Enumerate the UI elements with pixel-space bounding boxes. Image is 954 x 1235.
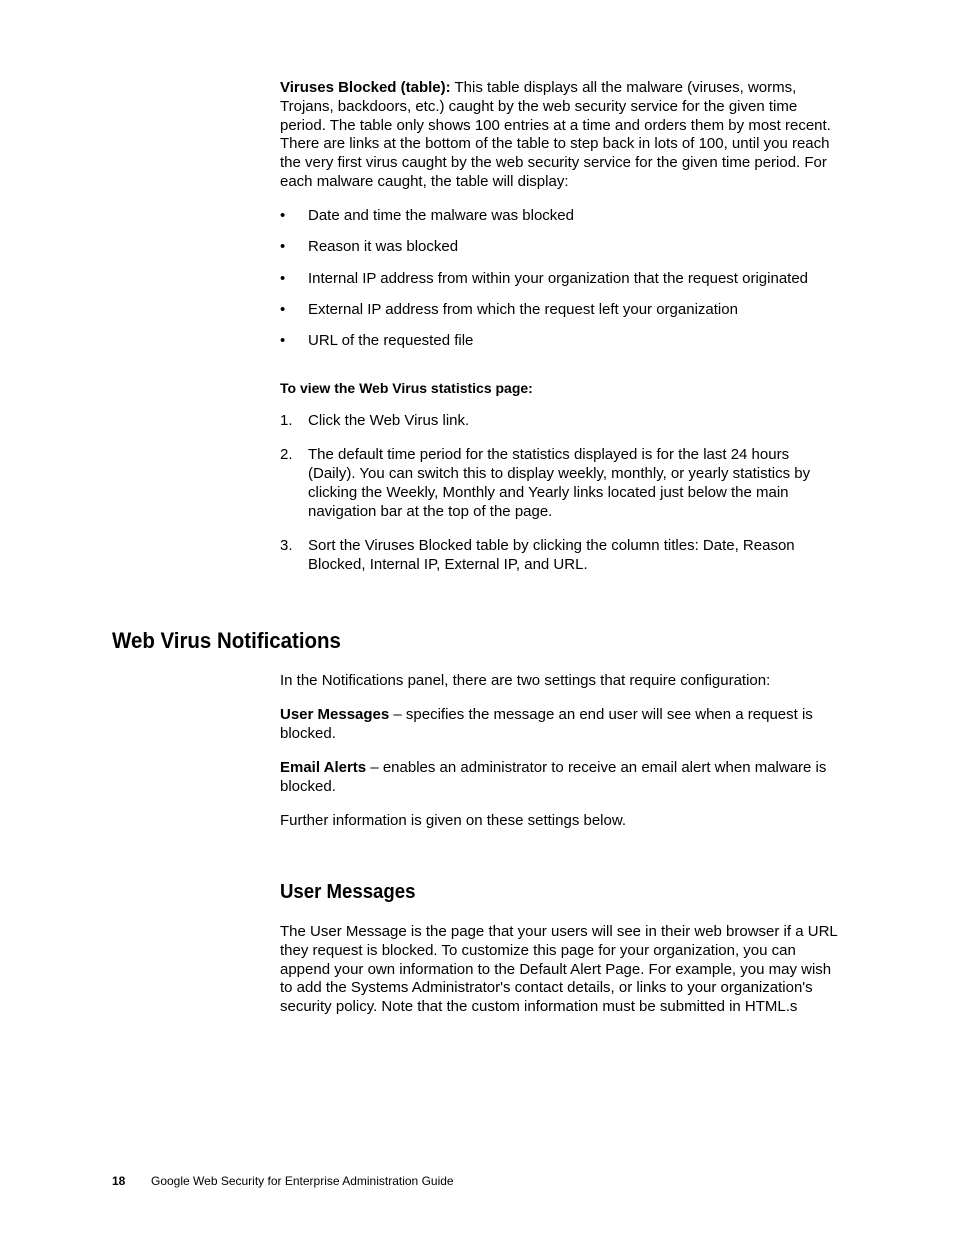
further-info-text: Further information is given on these settings below.: [280, 812, 627, 830]
step-text: Click the Web Virus link.: [308, 412, 470, 429]
procedure-step: [280, 446, 840, 521]
malware-details-list: [280, 207, 840, 363]
list-item: [280, 270, 840, 301]
list-item-text: Internal IP address from within your organization that the request originated: [308, 269, 809, 287]
bullet-icon: •: [280, 300, 286, 318]
procedure-step: [280, 537, 840, 575]
email-alerts-description: – enables an administrator to receive an email alert when malware is blocked.: [280, 759, 827, 795]
bullet-icon: •: [280, 238, 286, 256]
step-text: Sort the Viruses Blocked table by clicking the column titles: Date, Reason Blocked, Internal IP, External IP, and URL.: [308, 536, 795, 573]
page-number: 18: [112, 1174, 126, 1188]
procedure-steps: [280, 412, 840, 590]
email-alerts-definition: [280, 759, 840, 797]
procedure-step: [280, 412, 840, 431]
list-item-text: Date and time the malware was blocked: [308, 207, 574, 224]
user-messages-term: User Messages: [280, 706, 390, 724]
list-item-text: URL of the requested file: [308, 332, 474, 350]
user-messages-description: – specifies the message an end user will see when a request is blocked.: [280, 706, 813, 742]
list-item: [280, 238, 840, 269]
notifications-intro: In the Notifications panel, there are two settings that require configuration:: [280, 672, 771, 689]
bullet-icon: •: [280, 207, 286, 224]
section-heading-web-virus-notifications: Web Virus Notifications: [112, 628, 341, 653]
list-item: [280, 332, 840, 363]
list-item: [280, 207, 840, 238]
viruses-blocked-text: [280, 79, 840, 192]
user-messages-definition: [280, 706, 840, 744]
user-messages-paragraph: The User Message is the page that your users will see in their web browser if a URL they request is blocked. To customize this page for your organization, you can append your own information to the Default Alert Page. For example, you may wish to add the Systems Administrator's contact details, or links to your organization's security policy. Note that the custom information must be submitted in HTML.s: [280, 923, 838, 1016]
page-footer: [112, 1174, 454, 1189]
step-text: The default time period for the statistics displayed is for the last 24 hours (Daily). You can switch this to display weekly, monthly, or yearly statistics by clicking the Weekly, Monthly and Yearly links located just below the main navigation bar at the top of the page.: [308, 446, 811, 520]
list-item-text: External IP address from which the request left your organization: [308, 300, 738, 318]
guide-title: Google Web Security for Enterprise Administration Guide: [151, 1174, 454, 1188]
email-alerts-term: Email Alerts: [280, 759, 367, 777]
bullet-icon: •: [280, 332, 286, 350]
step-number: 2.: [280, 446, 293, 464]
viruses-blocked-description: This table displays all the malware (viruses, worms, Trojans, backdoors, etc.) caught by the web security service for the given time period. The table only shows 100 entries at a time and orders them by most recent. There are links at the bottom of the table to step back in lots of 100, until you reach the very first virus caught by the web security service for the given time period. For each malware caught, the table will display:: [280, 79, 831, 190]
user-messages-section: [280, 923, 840, 1017]
list-item-text: Reason it was blocked: [308, 238, 459, 256]
step-number: 3.: [280, 536, 293, 554]
step-number: 1.: [280, 412, 293, 429]
notifications-section: [280, 672, 840, 846]
viruses-blocked-paragraph: [280, 79, 840, 192]
list-item: [280, 301, 840, 332]
viruses-blocked-term: Viruses Blocked (table):: [280, 79, 451, 96]
procedure-heading: To view the Web Virus statistics page:: [280, 380, 533, 396]
bullet-icon: •: [280, 269, 286, 287]
subsection-heading-user-messages: User Messages: [280, 881, 416, 903]
